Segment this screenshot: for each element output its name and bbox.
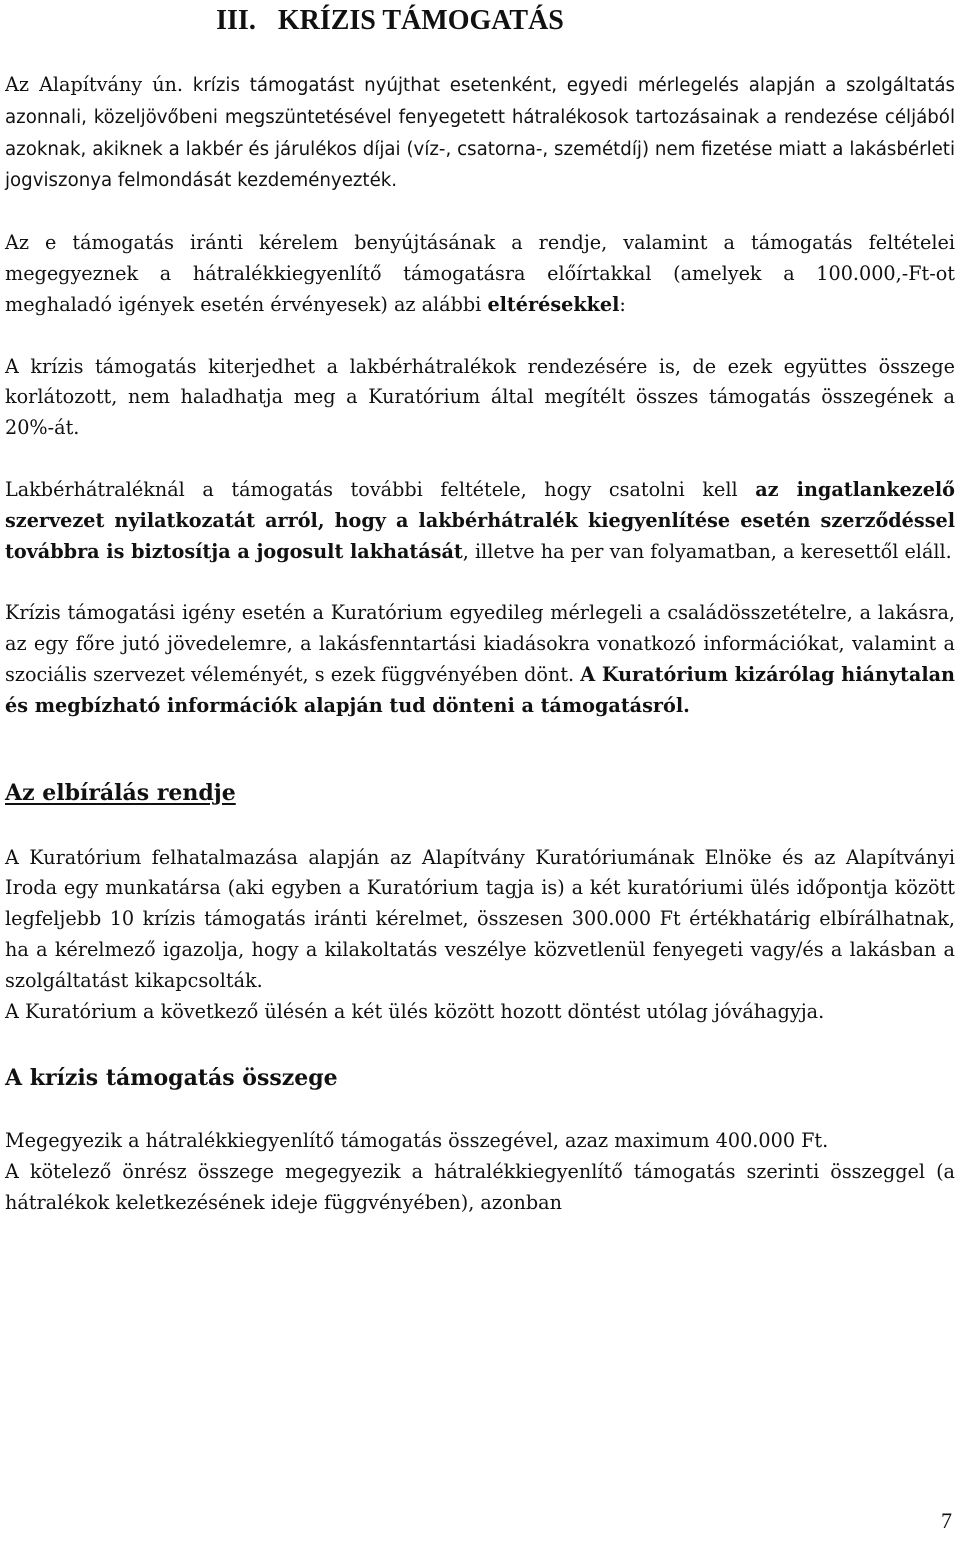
section-heading-evaluation-order: Az elbírálás rendje <box>5 779 236 806</box>
paragraph-board-evaluation <box>5 598 955 721</box>
paragraph-rent-arrears-condition <box>5 475 955 567</box>
paragraph-own-contribution: A kötelező önrész összege megegyezik a hátralékkiegyenlítő támogatás szerinti összeggel (a hátralékok keletkezésének ideje függvényében), azonban <box>5 1160 955 1214</box>
document-page <box>5 0 955 1219</box>
section-heading-support-amount: A krízis támogatás összege <box>5 1065 338 1092</box>
paragraph-support-maximum: Megegyezik a hátralékkiegyenlítő támogatás összegével, azaz maximum 400.000 Ft. <box>5 1129 829 1153</box>
paragraph-evaluation-bold: A Kuratórium kizárólag hiánytalan és megbízható információk alapján tud dönteni a támogatásról. <box>5 662 955 717</box>
paragraph-intro-body: krízis támogatást nyújthat esetenként, egyedi mérlegelés alapján a szolgáltatás azonnali, közeljövőbeni megszüntetésével fenyegetett hátralékosok tartozásainak a rendezése céljából azoknak, akiknek a lakbér és járulékos díjai (víz-, csatorna-, szemétdíj) nem fizetése miatt a lakásbérleti jogviszonya felmondását kezdeményezték. <box>5 75 955 192</box>
paragraph-evaluation-approval: A Kuratórium a következő ülésén a két ülés között hozott döntést utólag jóváhagyja. <box>5 999 825 1023</box>
paragraph-condition-start: Lakbérhátraléknál a támogatás további feltétele, hogy csatolni kell <box>5 477 756 501</box>
paragraph-request-text: Az e támogatás iránti kérelem benyújtásának a rendje, valamint a támogatás feltételei megegyeznek a hátralékkiegyenlítő támogatásra előírtakkal (amelyek a 100.000,-Ft-ot meghaladó igények esetén érvényesek) az alábbi <box>5 231 955 316</box>
paragraph-evaluation-text: Krízis támogatási igény esetén a Kuratórium egyedileg mérlegeli a családösszetételre, a lakásra, az egy főre jutó jövedelemre, a lakásfenntartási kiadásokra vonatkozó információkat, valamint a szociális szervezet véleményét, s ezek függvényében dönt. <box>5 601 955 686</box>
chapter-title <box>5 0 775 44</box>
chapter-number: III. <box>216 5 256 36</box>
paragraph-request-conditions <box>5 228 955 320</box>
paragraph-request-end: : <box>619 292 626 316</box>
paragraph-evaluation-authority: A Kuratórium felhatalmazása alapján az Alapítvány Kuratóriumának Elnöke és az Alapítványi Iroda egy munkatársa (aki egyben a Kuratórium tagja is) a két kuratóriumi ülés időpontja között legfeljebb 10 krízis támogatás iránti kérelmet, összesen 300.000 Ft értékhatárig elbírálhatnak, ha a kérelmező igazolja, hogy a kilakoltatás veszélye közvetlenül fenyegeti vagy/és a lakásban a szolgáltatást kikapcsolták. <box>5 845 955 992</box>
paragraph-condition-end: , illetve ha per van folyamatban, a keresettől eláll. <box>462 539 952 563</box>
paragraph-intro-lead: Az Alapítvány ún. <box>5 73 184 96</box>
paragraph-rent-arrears-limit: A krízis támogatás kiterjedhet a lakbérhátralékok rendezésére is, de ezek együttes összege korlátozott, nem haladhatja meg a Kuratórium által megítélt összes támogatás összegének a 20%-át. <box>5 354 955 440</box>
paragraph-condition-bold: az ingatlankezelő szervezet nyilatkozatát arról, hogy a lakbérhátralék kiegyenlítése esetén szerződéssel továbbra is biztosítja a jogosult lakhatását <box>5 477 955 563</box>
page-number: 7 <box>941 1508 952 1533</box>
paragraph-request-bold: eltérésekkel <box>487 292 620 316</box>
chapter-title-text: KRÍZIS TÁMOGATÁS <box>277 5 564 36</box>
paragraph-intro <box>5 70 955 197</box>
